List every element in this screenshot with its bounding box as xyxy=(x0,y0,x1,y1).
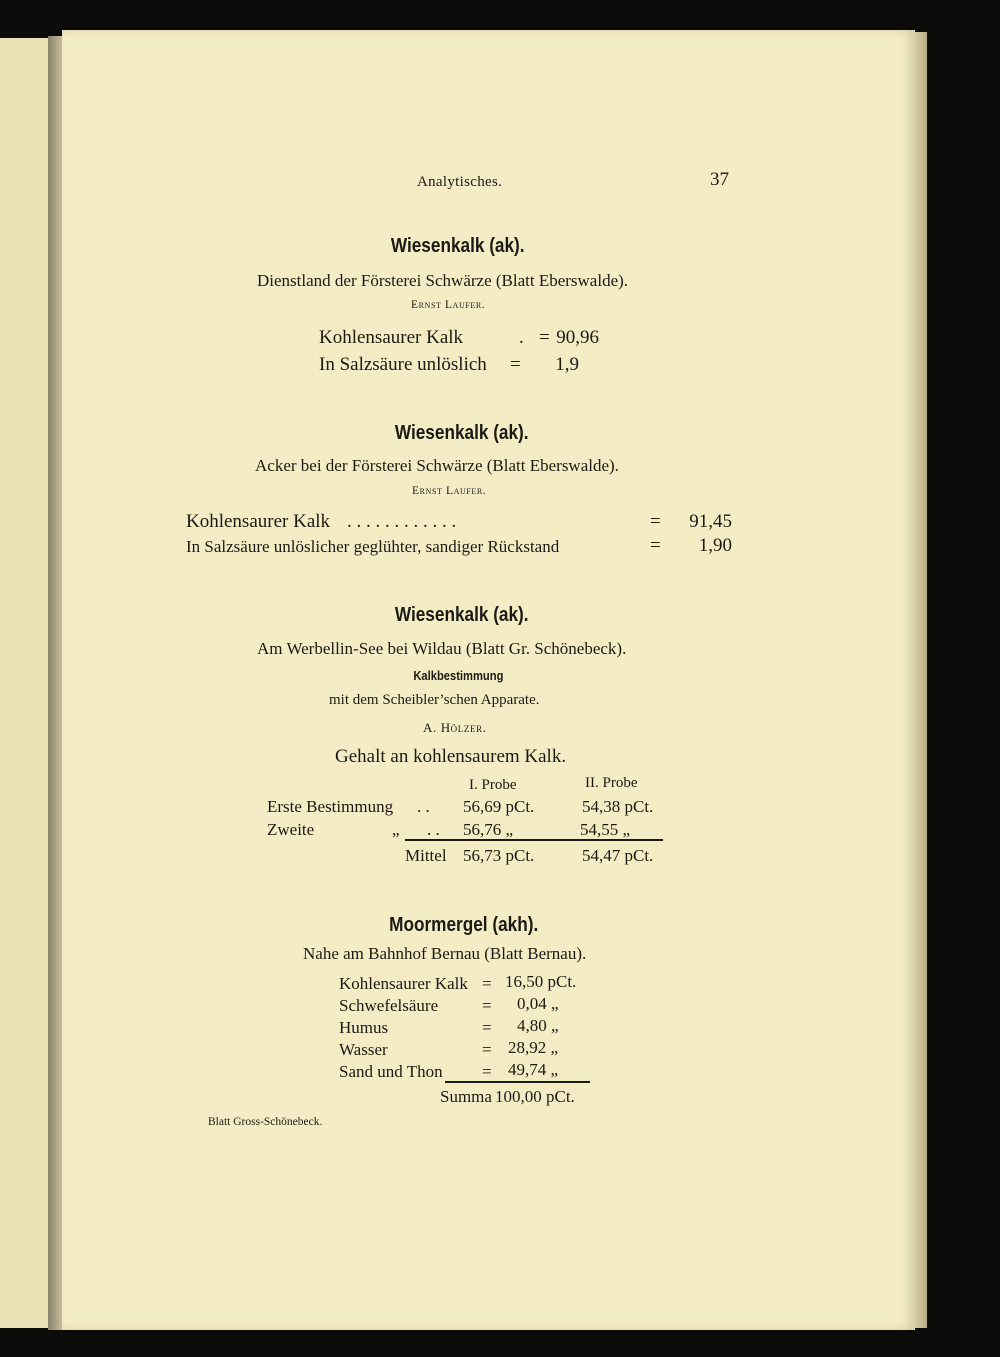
section2-analyst: Ernst Laufer. xyxy=(412,485,487,497)
section3-analyst: A. Hölzer. xyxy=(423,720,487,735)
s1-row1-leader: . xyxy=(519,327,524,348)
s1-row1-label: Kohlensaurer Kalk xyxy=(319,327,464,348)
section1-analyst: Ernst Laufer. xyxy=(411,299,486,311)
s2-row1-leader: . . . . . . . . . . . . xyxy=(347,511,457,532)
s1-row2-label: In Salzsäure unlöslich xyxy=(319,354,487,375)
s4-row3-eq: = xyxy=(482,1018,492,1037)
section2-location: Acker bei der Försterei Schwärze (Blatt Eberswalde). xyxy=(255,456,619,475)
section3-location: Am Werbellin-See bei Wildau (Blatt Gr. Schönebeck). xyxy=(257,639,627,658)
section1-location: Dienstland der Försterei Schwärze (Blatt Eberswalde). xyxy=(257,271,629,290)
s1-row1-eq: = xyxy=(539,327,550,348)
s2-row1-label: Kohlensaurer Kalk xyxy=(186,511,331,532)
s2-row2-label: In Salzsäure unlöslicher geglühter, sandiger Rückstand xyxy=(186,537,560,556)
s4-sum-label: Summa xyxy=(440,1087,492,1106)
page-number: 37 xyxy=(710,169,729,190)
section4-location: Nahe am Bahnhof Bernau (Blatt Bernau). xyxy=(303,944,587,963)
s4-row2-value: 0,04 „ xyxy=(517,994,559,1013)
s3-mean-val2: 54,47 pCt. xyxy=(582,846,654,865)
s4-row5-label: Sand und Thon xyxy=(339,1062,443,1081)
s4-row4-eq: = xyxy=(482,1040,492,1059)
s3-mean-label: Mittel xyxy=(405,846,447,865)
s3-row1-label: Erste Bestimmung xyxy=(267,797,394,816)
s3-mean-val1: 56,73 pCt. xyxy=(463,846,535,865)
running-title: Analytisches. xyxy=(417,174,503,190)
s3-row2-val2: 54,55 „ xyxy=(580,820,631,839)
section3-method-sub: mit dem Scheibler’schen Apparate. xyxy=(329,692,540,708)
s3-sum-rule xyxy=(405,839,663,841)
s4-row5-value: 49,74 „ xyxy=(508,1060,559,1079)
s3-row2-leader: . . xyxy=(427,820,440,839)
s4-row3-label: Humus xyxy=(339,1018,389,1037)
book-page xyxy=(62,30,915,1330)
s4-sum-value: 100,00 pCt. xyxy=(495,1087,575,1106)
section4-title: Moormergel (akh). xyxy=(389,914,539,936)
s1-row1-value: 90,96 xyxy=(556,327,599,348)
section3-caption: Gehalt an kohlensaurem Kalk. xyxy=(335,746,567,767)
s4-row2-label: Schwefelsäure xyxy=(339,996,439,1015)
s3-col2-header: II. Probe xyxy=(585,775,638,791)
section1-title: Wiesenkalk (ak). xyxy=(390,235,525,257)
footer-signature: Blatt Gross-Schönebeck. xyxy=(208,1116,323,1128)
section3-method-title: Kalkbestimmung xyxy=(413,668,504,683)
s1-row2-eq: = xyxy=(510,354,521,375)
s1-row2-value: 1,9 xyxy=(555,354,579,375)
s3-row2-label: Zweite xyxy=(267,820,315,839)
s4-row1-label: Kohlensaurer Kalk xyxy=(339,974,468,993)
right-page-edge xyxy=(913,32,927,1328)
s4-row1-eq: = xyxy=(482,974,492,993)
s2-row1-value: 91,45 xyxy=(689,511,732,532)
s3-row2-val1: 56,76 „ xyxy=(463,820,514,839)
left-page-edge xyxy=(0,38,54,1328)
s3-row1-val1: 56,69 pCt. xyxy=(463,797,535,816)
s2-row2-eq: = xyxy=(650,535,661,556)
section3-title: Wiesenkalk (ak). xyxy=(394,604,529,626)
s4-row4-label: Wasser xyxy=(339,1040,388,1059)
s4-row4-value: 28,92 „ xyxy=(508,1038,559,1057)
section2-title: Wiesenkalk (ak). xyxy=(394,422,529,444)
s3-row2-ditto: „ xyxy=(392,820,400,839)
s4-row2-eq: = xyxy=(482,996,492,1015)
s4-sum-rule xyxy=(445,1081,590,1083)
s4-row5-eq: = xyxy=(482,1062,492,1081)
s2-row1-eq: = xyxy=(650,511,661,532)
s3-row1-val2: 54,38 pCt. xyxy=(582,797,654,816)
s3-row1-leader: . . xyxy=(417,797,430,816)
s2-row2-value: 1,90 xyxy=(698,535,732,556)
s4-row3-value: 4,80 „ xyxy=(517,1016,559,1035)
s4-row1-value: 16,50 pCt. xyxy=(505,972,577,991)
s3-col1-header: I. Probe xyxy=(469,777,517,793)
